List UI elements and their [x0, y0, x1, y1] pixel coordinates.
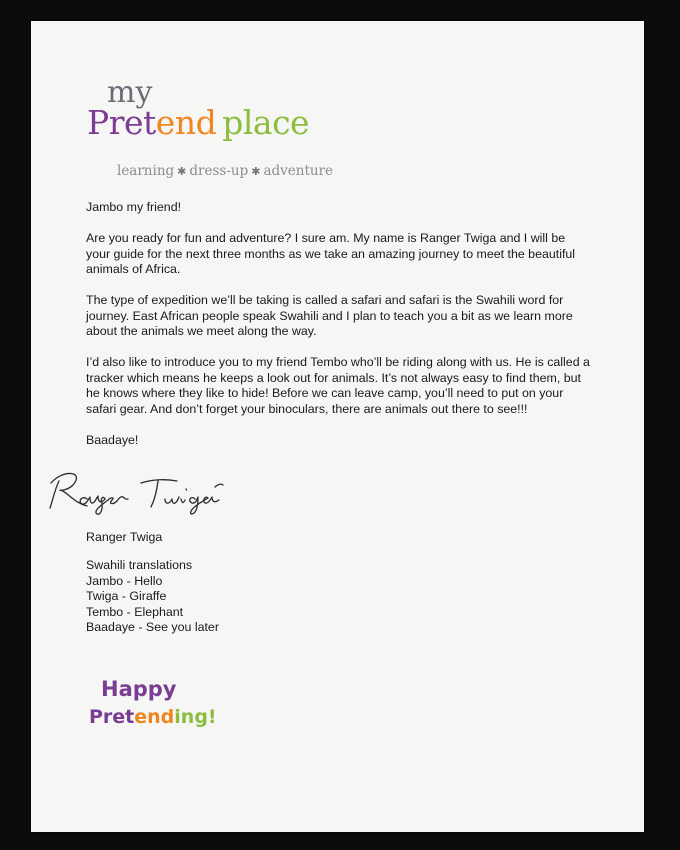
pretending-part-pret: Pret — [89, 706, 135, 728]
letter-page — [31, 21, 644, 832]
handwritten-signature — [45, 459, 285, 519]
translation-item: Jambo - Hello — [86, 573, 163, 588]
tagline-learning: learning — [117, 163, 175, 179]
logo-word-place: place — [222, 103, 310, 142]
letter-body — [86, 200, 591, 464]
pretending-part-end: end — [134, 706, 175, 728]
swahili-translations — [86, 558, 219, 636]
letter-greeting: Jambo my friend! — [86, 200, 182, 214]
pretending-part-ing: ing! — [174, 706, 217, 728]
logo-letters-ret: ret — [108, 103, 156, 142]
translation-item: Twiga - Giraffe — [86, 589, 167, 603]
logo-word-my: my — [107, 75, 153, 110]
logo-letter-p: P — [87, 103, 109, 142]
star-icon: ✱ — [177, 165, 187, 178]
letter-paragraph-3: I’d also like to introduce you to my friend Tembo who’ll be riding along with us. He is called a tracker which means he keeps a look out for animals. It’s not always easy to find them, but he knows where they like to hide! Before we can leave camp, you’ll need to put on your safari gear. And don’t forget your binoculars, there are animals out there to see!!! — [86, 355, 590, 416]
my-pretend-place-logo — [87, 75, 347, 185]
pretending-word — [89, 703, 217, 731]
letter-closing: Baadaye! — [86, 432, 139, 447]
letter-paragraph-2: The type of expedition we’ll be taking is called a safari and safari is the Swahili word for journey. East African people speak Swahili and I plan to teach you a bit as we learn more about the animals we meet along the way. — [86, 293, 573, 338]
logo-letters-end: end — [155, 103, 217, 142]
happy-word: Happy — [101, 677, 177, 701]
tagline-dress-up: dress-up — [189, 163, 249, 179]
tagline-adventure: adventure — [263, 163, 334, 179]
star-icon: ✱ — [251, 165, 261, 178]
logo-tagline — [117, 163, 333, 179]
letter-paragraph-1: Are you ready for fun and adventure? I sure am. My name is Ranger Twiga and I will be your guide for the next three months as we take an amazing journey to meet the beautiful animals of Africa. — [86, 231, 576, 276]
translation-item: Tembo - Elephant — [86, 604, 184, 619]
translations-heading: Swahili translations — [86, 558, 193, 572]
happy-pretending-logo — [89, 675, 217, 731]
translation-item: Baadaye - See you later — [86, 620, 219, 634]
signer-name: Ranger Twiga — [86, 530, 163, 544]
logo-wordmark — [87, 103, 309, 142]
